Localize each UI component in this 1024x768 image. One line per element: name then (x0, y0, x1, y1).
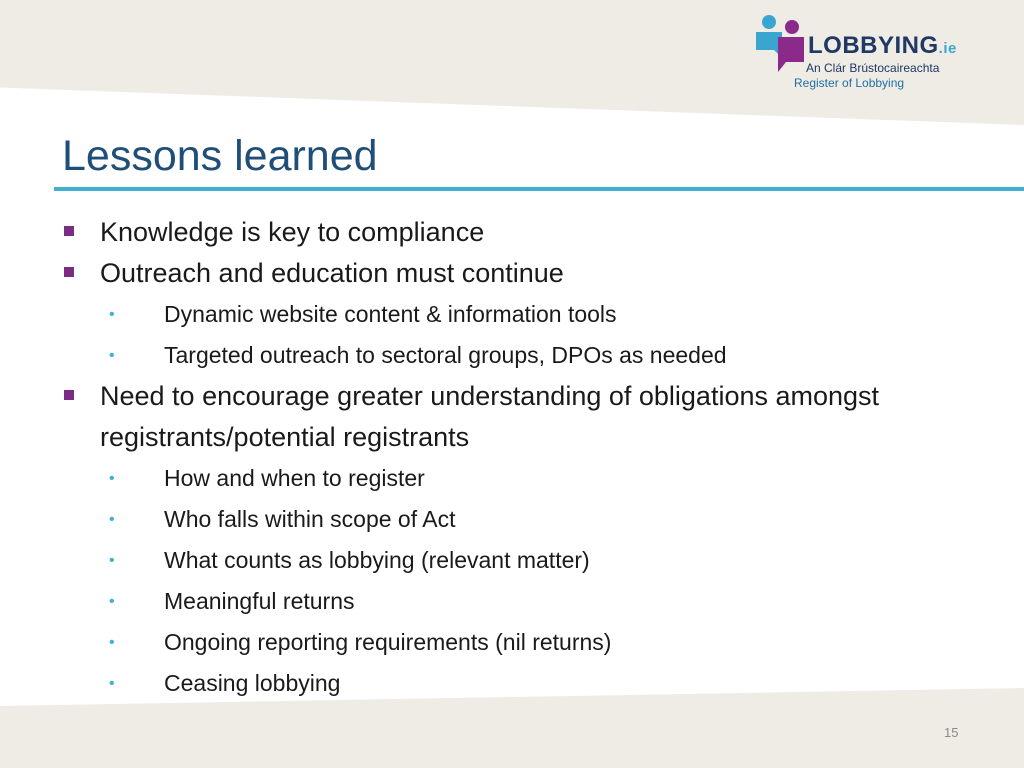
lobbying-people-icon (752, 14, 808, 74)
square-bullet-icon (64, 267, 74, 277)
sub-bullet-item (62, 335, 962, 376)
dot-bullet-icon: • (109, 593, 115, 610)
dot-bullet-icon: • (109, 347, 115, 364)
logo-brand: LOBBYING (808, 32, 939, 59)
bullet-text: Ongoing reporting requirements (nil returns) (164, 629, 612, 655)
square-bullet-icon (64, 390, 74, 400)
bullet-text: Outreach and education must continue (100, 258, 564, 288)
dot-bullet-icon: • (109, 675, 115, 692)
sub-bullet-item (62, 458, 962, 499)
sub-bullet-item (62, 581, 962, 622)
bullet-text: Targeted outreach to sectoral groups, DPOs as needed (164, 342, 727, 368)
lobbying-logo (752, 14, 982, 94)
bullet-text: Need to encourage greater understanding of obligations amongst registrants/potential registrants (100, 381, 880, 452)
bullet-text: Dynamic website content & information tools (164, 301, 617, 327)
dot-bullet-icon: • (109, 306, 115, 323)
sub-bullet-item (62, 499, 962, 540)
bullet-text: Meaningful returns (164, 588, 355, 614)
dot-bullet-icon: • (109, 470, 115, 487)
bullet-item (62, 376, 962, 458)
bullet-list (62, 212, 962, 704)
page-number: 15 (944, 725, 959, 740)
title-divider (54, 187, 1024, 191)
bullet-item (62, 212, 962, 253)
dot-bullet-icon: • (109, 634, 115, 651)
bullet-text: What counts as lobbying (relevant matter) (164, 547, 590, 573)
sub-bullet-item (62, 294, 962, 335)
square-bullet-icon (64, 226, 74, 236)
bullet-text: Knowledge is key to compliance (100, 217, 485, 247)
bullet-text: Who falls within scope of Act (164, 506, 456, 532)
bullet-text: How and when to register (164, 465, 425, 491)
logo-wordmark (808, 32, 957, 60)
logo-subtitle-english: Register of Lobbying (794, 76, 905, 90)
bullet-text: Ceasing lobbying (164, 670, 341, 696)
bullet-item (62, 253, 962, 294)
dot-bullet-icon: • (109, 552, 115, 569)
slide-title: Lessons learned (62, 132, 378, 180)
dot-bullet-icon: • (109, 511, 115, 528)
sub-bullet-item (62, 622, 962, 663)
logo-subtitle-irish: An Clár Brústocaireachta (806, 61, 940, 75)
sub-bullet-item (62, 663, 962, 704)
sub-bullet-item (62, 540, 962, 581)
logo-brand-suffix: .ie (938, 40, 957, 57)
